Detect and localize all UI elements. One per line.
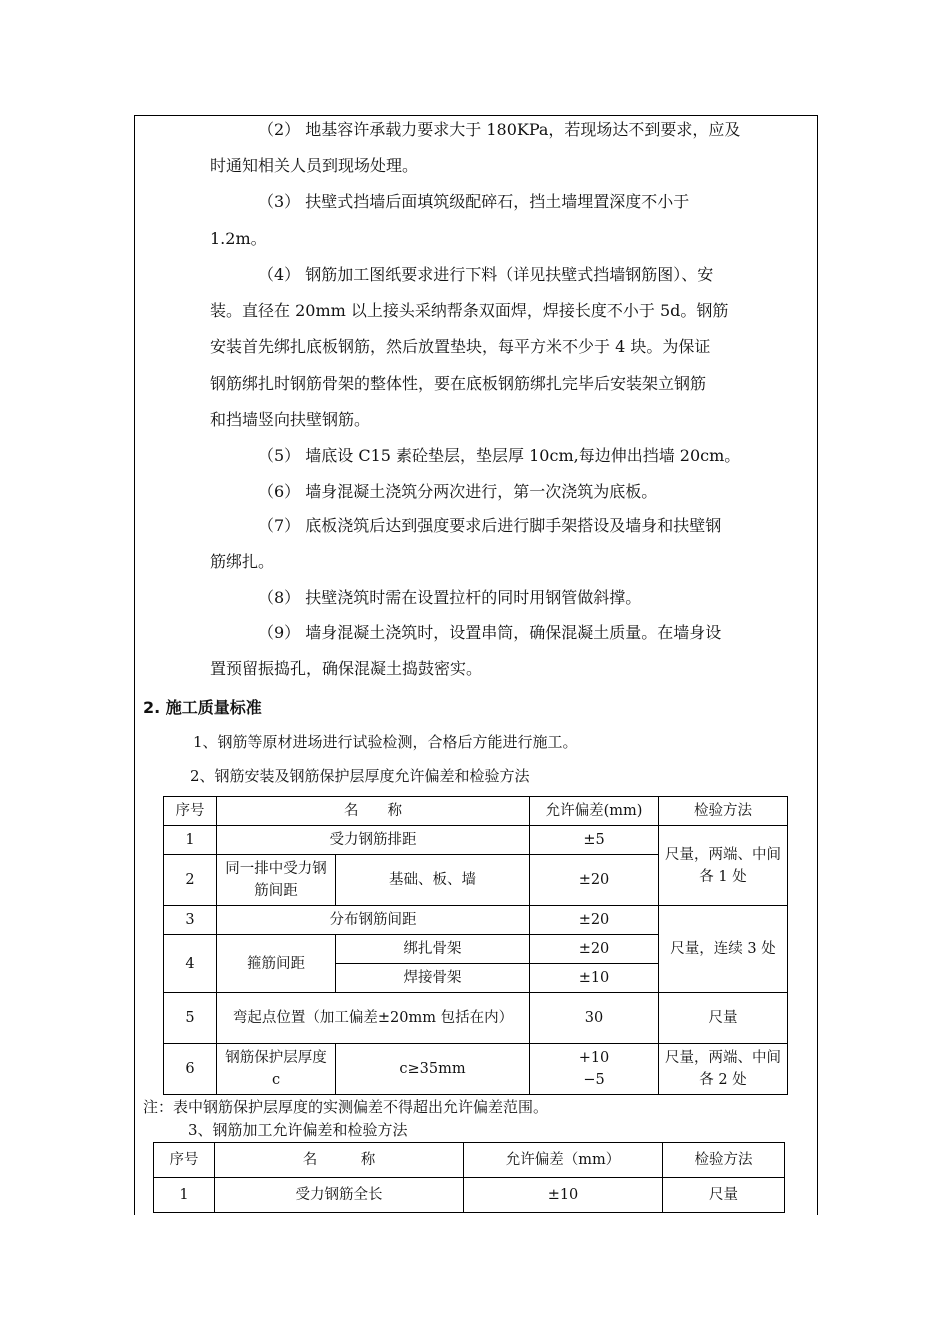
cell-name: 钢筋保护层厚度 c <box>217 1044 336 1095</box>
para-line: （5） 墙底设 C15 素砼垫层，垫层厚 10cm,每边伸出挡墙 20cm。 <box>258 446 741 465</box>
cell-name: 箍筋间距 <box>217 935 336 993</box>
rebar-process-table <box>153 1142 785 1213</box>
cell-tol: 30 <box>530 993 659 1044</box>
frame-left-border <box>134 115 135 1215</box>
cell-sub: 焊接骨架 <box>336 964 530 993</box>
table-row <box>154 1178 785 1213</box>
table-row <box>164 1044 788 1095</box>
header-method: 检验方法 <box>659 797 788 826</box>
cell-sub: 基础、板、墙 <box>336 855 530 906</box>
table-header-row <box>154 1143 785 1178</box>
cell-method: 尺量，两端、中间各 2 处 <box>659 1044 788 1095</box>
table-note: 注：表中钢筋保护层厚度的实测偏差不得超出允许偏差范围。 <box>143 1098 549 1116</box>
cell-name: 受力钢筋全长 <box>215 1178 464 1213</box>
header-no: 序号 <box>164 797 217 826</box>
cell-tol: ±10 <box>464 1178 663 1213</box>
section-heading: 2. 施工质量标准 <box>143 698 262 717</box>
para-line: 时通知相关人员到现场处理。 <box>210 156 419 175</box>
para-line: 钢筋绑扎时钢筋骨架的整体性，要在底板钢筋绑扎完毕后安装架立钢筋 <box>210 374 707 393</box>
header-tol: 允许偏差(mm) <box>530 797 659 826</box>
header-no: 序号 <box>154 1143 215 1178</box>
table-header-row <box>164 797 788 826</box>
table-row <box>164 826 788 855</box>
cell-no: 4 <box>164 935 217 993</box>
header-name: 名 称 <box>217 797 530 826</box>
para-line: 1.2m。 <box>210 229 267 248</box>
para-line: （7） 底板浇筑后达到强度要求后进行脚手架搭设及墙身和扶壁钢 <box>258 516 722 535</box>
cell-name: 分布钢筋间距 <box>217 906 530 935</box>
para-line: （8） 扶壁浇筑时需在设置拉杆的同时用钢管做斜撑。 <box>258 588 642 607</box>
cell-no: 3 <box>164 906 217 935</box>
cell-no: 1 <box>154 1178 215 1213</box>
para-line: 置预留振捣孔，确保混凝土捣鼓密实。 <box>210 659 483 678</box>
cell-no: 1 <box>164 826 217 855</box>
item-1: 1、钢筋等原材进场进行试验检测，合格后方能进行施工。 <box>193 733 578 751</box>
cell-method: 尺量 <box>659 993 788 1044</box>
cell-tol: ±20 <box>530 855 659 906</box>
cell-name: 受力钢筋排距 <box>217 826 530 855</box>
header-name: 名 称 <box>215 1143 464 1178</box>
para-line: 筋绑扎。 <box>210 552 275 571</box>
cell-no: 6 <box>164 1044 217 1095</box>
cell-no: 5 <box>164 993 217 1044</box>
cell-tol <box>530 1044 659 1095</box>
para-line: 和挡墙竖向扶壁钢筋。 <box>210 410 371 429</box>
cell-tol: ±10 <box>530 964 659 993</box>
cell-tol: ±20 <box>530 935 659 964</box>
table-row <box>164 906 788 935</box>
cell-no: 2 <box>164 855 217 906</box>
para-line: 安装首先绑扎底板钢筋，然后放置垫块，每平方米不少于 4 块。为保证 <box>210 337 711 356</box>
header-tol: 允许偏差（mm） <box>464 1143 663 1178</box>
cell-tol: ±5 <box>530 826 659 855</box>
cell-tol: ±20 <box>530 906 659 935</box>
tol-plus: +10 <box>578 1050 610 1066</box>
cell-name: 弯起点位置（加工偏差±20mm 包括在内） <box>217 993 530 1044</box>
para-line: （6） 墙身混凝土浇筑分两次进行，第一次浇筑为底板。 <box>258 482 658 501</box>
cell-method: 尺量，两端、中间各 1 处 <box>659 826 788 906</box>
item-3: 3、钢筋加工允许偏差和检验方法 <box>188 1121 408 1139</box>
frame-right-border <box>817 115 818 1215</box>
cell-name: 同一排中受力钢筋间距 <box>217 855 336 906</box>
para-line: （3） 扶壁式挡墙后面填筑级配碎石，挡土墙埋置深度不小于 <box>258 192 690 211</box>
item-2: 2、钢筋安装及钢筋保护层厚度允许偏差和检验方法 <box>190 767 530 785</box>
table-row <box>164 993 788 1044</box>
tol-minus: −5 <box>583 1072 605 1088</box>
cell-sub: c≥35mm <box>336 1044 530 1095</box>
cell-sub: 绑扎骨架 <box>336 935 530 964</box>
frame-top-border <box>134 115 818 116</box>
cell-method: 尺量，连续 3 处 <box>659 906 788 993</box>
header-method: 检验方法 <box>663 1143 785 1178</box>
para-line: （4） 钢筋加工图纸要求进行下料（详见扶壁式挡墙钢筋图）、安 <box>258 265 714 284</box>
para-line: （2） 地基容许承载力要求大于 180KPa，若现场达不到要求，应及 <box>258 120 741 139</box>
rebar-install-table <box>163 796 788 1095</box>
cell-method: 尺量 <box>663 1178 785 1213</box>
para-line: 装。直径在 20mm 以上接头采纳帮条双面焊，焊接长度不小于 5d。钢筋 <box>210 301 729 320</box>
para-line: （9） 墙身混凝土浇筑时，设置串筒，确保混凝土质量。在墙身设 <box>258 623 722 642</box>
